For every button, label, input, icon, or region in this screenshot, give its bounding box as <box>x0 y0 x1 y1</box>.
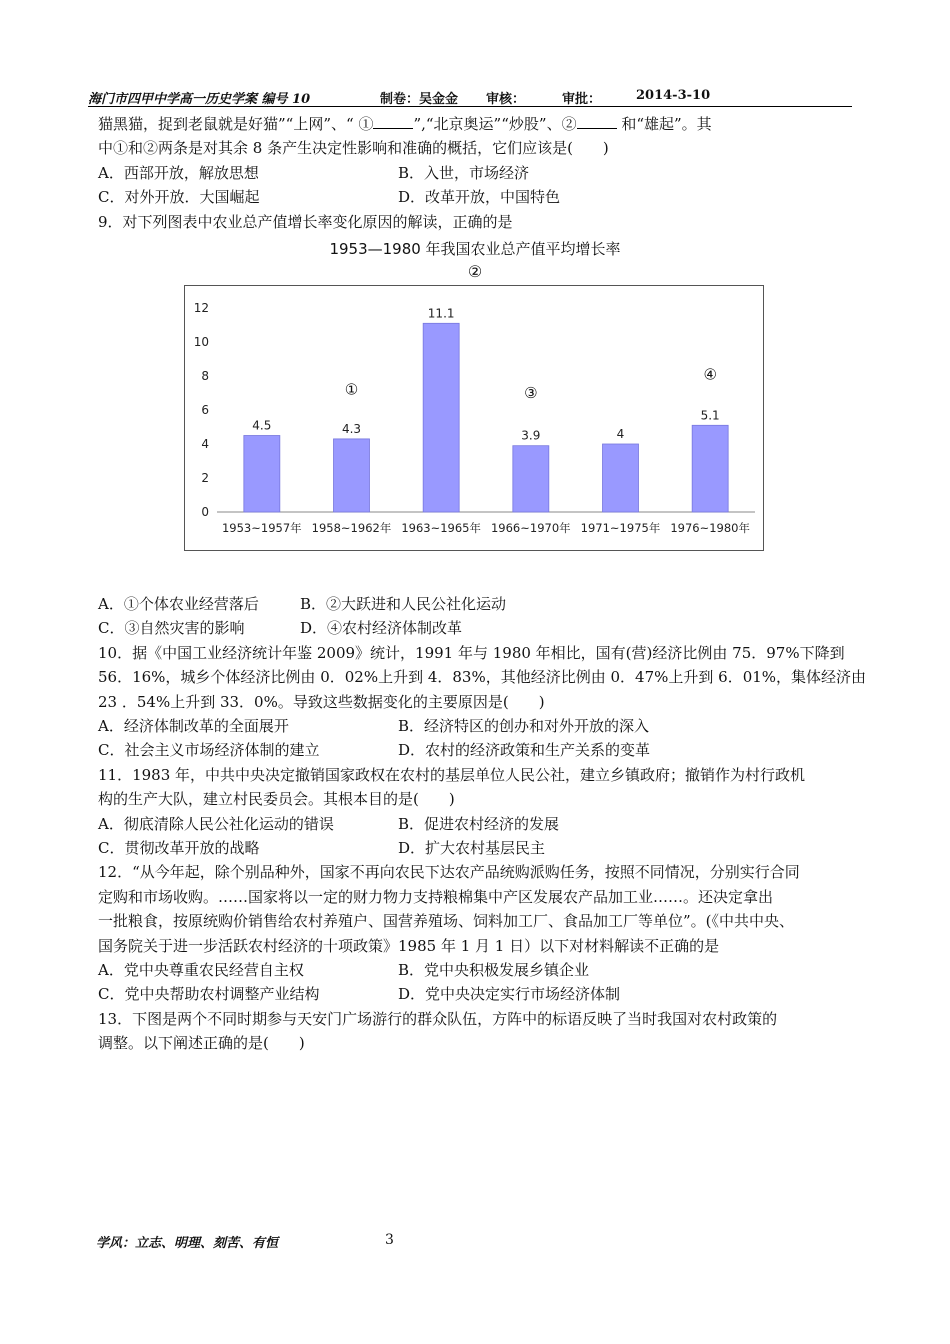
bar-value-label: 4 <box>616 427 625 441</box>
document-body <box>98 112 854 234</box>
bar-value-label: 4.3 <box>341 421 362 436</box>
q9-option-b: B．②大跃进和人民公社化运动 <box>300 595 507 613</box>
q12-option-b: B．党中央积极发展乡镇企业 <box>398 961 590 979</box>
y-tick-label: 6 <box>201 403 209 417</box>
x-tick-label: 1976~1980年 <box>670 521 751 535</box>
chart-annotation: ④ <box>703 365 717 384</box>
q13-line-2: 调整。以下阐述正确的是( ) <box>98 1034 305 1053</box>
bar-chart-svg <box>185 286 763 550</box>
bar-value-label: 11.1 <box>427 306 455 321</box>
bar-0 <box>244 436 280 513</box>
q12-option-a: A．党中央尊重农民经营自主权 <box>98 961 304 979</box>
q9-option-c: C．③自然灾害的影响 <box>98 619 245 638</box>
q10-options-row-2 <box>98 738 854 762</box>
q8-line-1 <box>98 112 854 136</box>
q12-options-row-2 <box>98 982 854 1006</box>
q11-option-d: D．扩大农村基层民主 <box>398 838 546 857</box>
q10-option-a: A．经济体制改革的全面展开 <box>98 717 289 735</box>
q12-line-2: 定购和市场收购。……国家将以一定的财力物力支持粮棉集中产区发展农产品加工业……。还决定拿出 <box>98 887 774 906</box>
q12-line-3: 一批粮食，按原统购价销售给农村养殖户、国营养殖场、饲料加工厂、食品加工厂等单位”。(《中共中央、 <box>98 912 795 931</box>
q8-text-a: 猫黑猫，捉到老鼠就是好猫”“上网”、“ ① <box>98 115 374 133</box>
q8-option-a: A．西部开放，解放思想 <box>98 163 259 182</box>
q10-option-c: C．社会主义市场经济体制的建立 <box>98 741 320 760</box>
q10-option-d: D．农村的经济政策和生产关系的变革 <box>398 741 651 760</box>
q11-option-b: B．促进农村经济的发展 <box>398 814 560 833</box>
header-reviewer: 审核： <box>486 92 526 107</box>
q12-option-d: D．党中央决定实行市场经济体制 <box>398 985 621 1004</box>
chart-title: 1953—1980 年我国农业总产值平均增长率 <box>329 240 621 258</box>
q12-options-row-1 <box>98 958 854 982</box>
blank-1 <box>373 113 413 129</box>
y-tick-label: 12 <box>193 301 209 315</box>
q9-option-a: A．①个体农业经营落后 <box>98 595 259 613</box>
chart-annotation: ① <box>344 380 359 399</box>
q8-option-b: B．入世，市场经济 <box>398 163 530 182</box>
blank-2 <box>577 113 617 129</box>
q8-option-d: D．改革开放，中国特色 <box>398 188 561 207</box>
q11-line-1: 11．1983 年，中共中央决定撤销国家政权在农村的基层单位人民公社，建立乡镇政府；撤销作为村行政机 <box>98 765 806 784</box>
page-number: 3 <box>385 1232 394 1248</box>
bar-value-label: 4.5 <box>252 418 272 433</box>
y-tick-label: 0 <box>201 505 209 519</box>
bar-4 <box>603 444 639 512</box>
q11-option-a: A．彻底清除人民公社化运动的错误 <box>98 814 334 833</box>
q12-line-4: 国务院关于进一步活跃农村经济的十项政策》1985 年 1 月 1 日）以下对材料解读不正确的是 <box>98 936 720 955</box>
x-tick-label: 1953~1957年 <box>221 521 302 535</box>
q10-option-b: B．经济特区的创办和对外开放的深入 <box>398 717 650 735</box>
document-body-2 <box>98 592 867 1056</box>
q10-line-2: 56．16%，城乡个体经济比例由 0．02%上升到 4．83%，其他经济比例由 0．47%上升到 6．01%，集体经济由 <box>98 668 867 687</box>
bar-3 <box>513 446 549 512</box>
x-tick-label: 1963~1965年 <box>401 521 482 535</box>
header-school: 海门市四甲中学高一历史学案 编号 10 <box>88 92 311 107</box>
q11-options-row-1 <box>98 812 854 836</box>
chart-annotation: ③ <box>524 384 538 403</box>
q9-options-row-2 <box>98 616 854 640</box>
q9-option-d: D．④农村经济体制改革 <box>300 619 463 638</box>
bar-value-label: 5.1 <box>700 408 720 423</box>
bar-chart <box>184 285 764 551</box>
header-maker: 制卷：吴金金 <box>380 92 459 107</box>
y-tick-label: 4 <box>201 437 209 451</box>
bar-1 <box>334 439 370 512</box>
page-header <box>88 88 852 107</box>
x-tick-label: 1966~1970年 <box>490 521 571 535</box>
q12-line-1: 12．“从今年起，除个别品种外，国家不再向农民下达农产品统购派购任务，按照不同情况，分别实行合同 <box>98 863 800 882</box>
q8-options-row-2 <box>98 185 854 209</box>
q10-line-1: 10．据《中国工业经济统计年鉴 2009》统计，1991 年与 1980 年相比，国有(营)经济比例由 75．97%下降到 <box>98 643 845 662</box>
q13-line-1: 13．下图是两个不同时期参与天安门广场游行的群众队伍，方阵中的标语反映了当时我国对农村政策的 <box>98 1009 778 1028</box>
q10-line-3: 23 ．54%上升到 33．0%。导致这些数据变化的主要原因是( ) <box>98 692 545 711</box>
header-approver: 审批： <box>562 92 602 107</box>
q11-options-row-2 <box>98 836 854 860</box>
q11-line-2: 构的生产大队，建立村民委员会。其根本目的是( ) <box>98 790 455 809</box>
bar-2 <box>423 323 459 512</box>
y-tick-label: 8 <box>201 369 209 383</box>
y-tick-label: 2 <box>201 471 209 485</box>
bar-5 <box>692 425 728 512</box>
footer-motto: 学风：立志、明理、刻苦、有恒 <box>96 1236 279 1251</box>
q8-text-b: ”,“北京奥运”“炒股”、② <box>413 115 577 133</box>
q9-options-row-1 <box>98 592 854 616</box>
q8-options-row-1 <box>98 161 854 185</box>
q10-options-row-1 <box>98 714 854 738</box>
x-tick-label: 1958~1962年 <box>311 521 392 535</box>
q8-option-c: C．对外开放．大国崛起 <box>98 188 260 207</box>
q11-option-c: C．贯彻改革开放的战略 <box>98 838 260 857</box>
y-tick-label: 10 <box>193 335 209 349</box>
header-date: 2014-3-10 <box>636 88 711 103</box>
x-tick-label: 1971~1975年 <box>580 521 661 535</box>
q12-option-c: C．党中央帮助农村调整产业结构 <box>98 985 320 1004</box>
bar-value-label: 3.9 <box>521 428 541 443</box>
q8-text-c: 和“雄起”。其 <box>616 115 712 133</box>
q9-stem: 9．对下列图表中农业总产值增长率变化原因的解读，正确的是 <box>98 212 513 231</box>
q8-line-2: 中①和②两条是对其余 8 条产生决定性影响和准确的概括，它们应该是( ) <box>98 139 609 158</box>
chart-top-marker: ② <box>467 262 483 281</box>
